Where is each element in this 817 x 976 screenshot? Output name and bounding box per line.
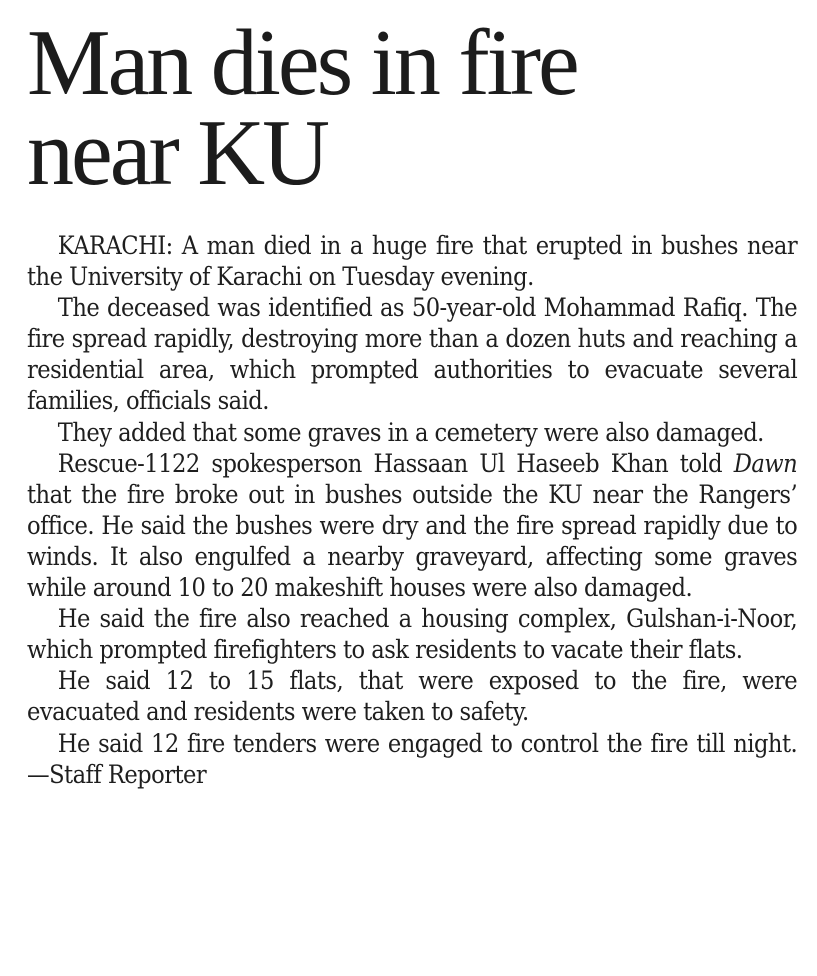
news-article: [27, 0, 797, 790]
paragraph-dateline: KARACHI: A man died in a huge fire that erupted in bushes near the University of Karachi on Tuesday evening.: [27, 231, 798, 292]
paragraph-graves: They added that some graves in a cemetery were also damaged.: [57, 417, 764, 447]
paragraph-housing-complex: He said the fire also reached a housing complex, Gulshan-i-Noor, which prompted firefighters to ask residents to vacate their flats.: [27, 604, 798, 665]
paragraph-deceased: The deceased was identified as 50-year-old Mohammad Rafiq. The fire spread rapidly, destroying more than a dozen huts and reaching a residential area, which prompted authorities to evacuate several families, officials said.: [27, 293, 798, 416]
publication-name: Dawn: [733, 448, 798, 478]
paragraph-fire-tenders: He said 12 fire tenders were engaged to control the fire till night. —Staff Reporter: [27, 728, 798, 789]
paragraph-flats-evacuated: He said 12 to 15 flats, that were exposed to the fire, were evacuated and residents were taken to safety.: [27, 666, 798, 727]
headline: [27, 0, 797, 205]
article-body: [27, 230, 797, 790]
paragraph-text: that the fire broke out in bushes outside the KU near the Rangers’ office. He said the bushes were dry and the fire spread rapidly due to winds. It also engulfed a nearby graveyard, affecting some graves while around 10 to 20 makeshift houses were also damaged.: [27, 479, 798, 603]
paragraph-rescue-spokesperson: [27, 448, 797, 603]
headline-line-1: Man dies in fire: [27, 11, 577, 115]
paragraph-text: Rescue-1122 spokesperson Hassaan Ul Haseeb Khan told: [57, 448, 734, 478]
headline-line-2: near KU: [27, 101, 328, 205]
